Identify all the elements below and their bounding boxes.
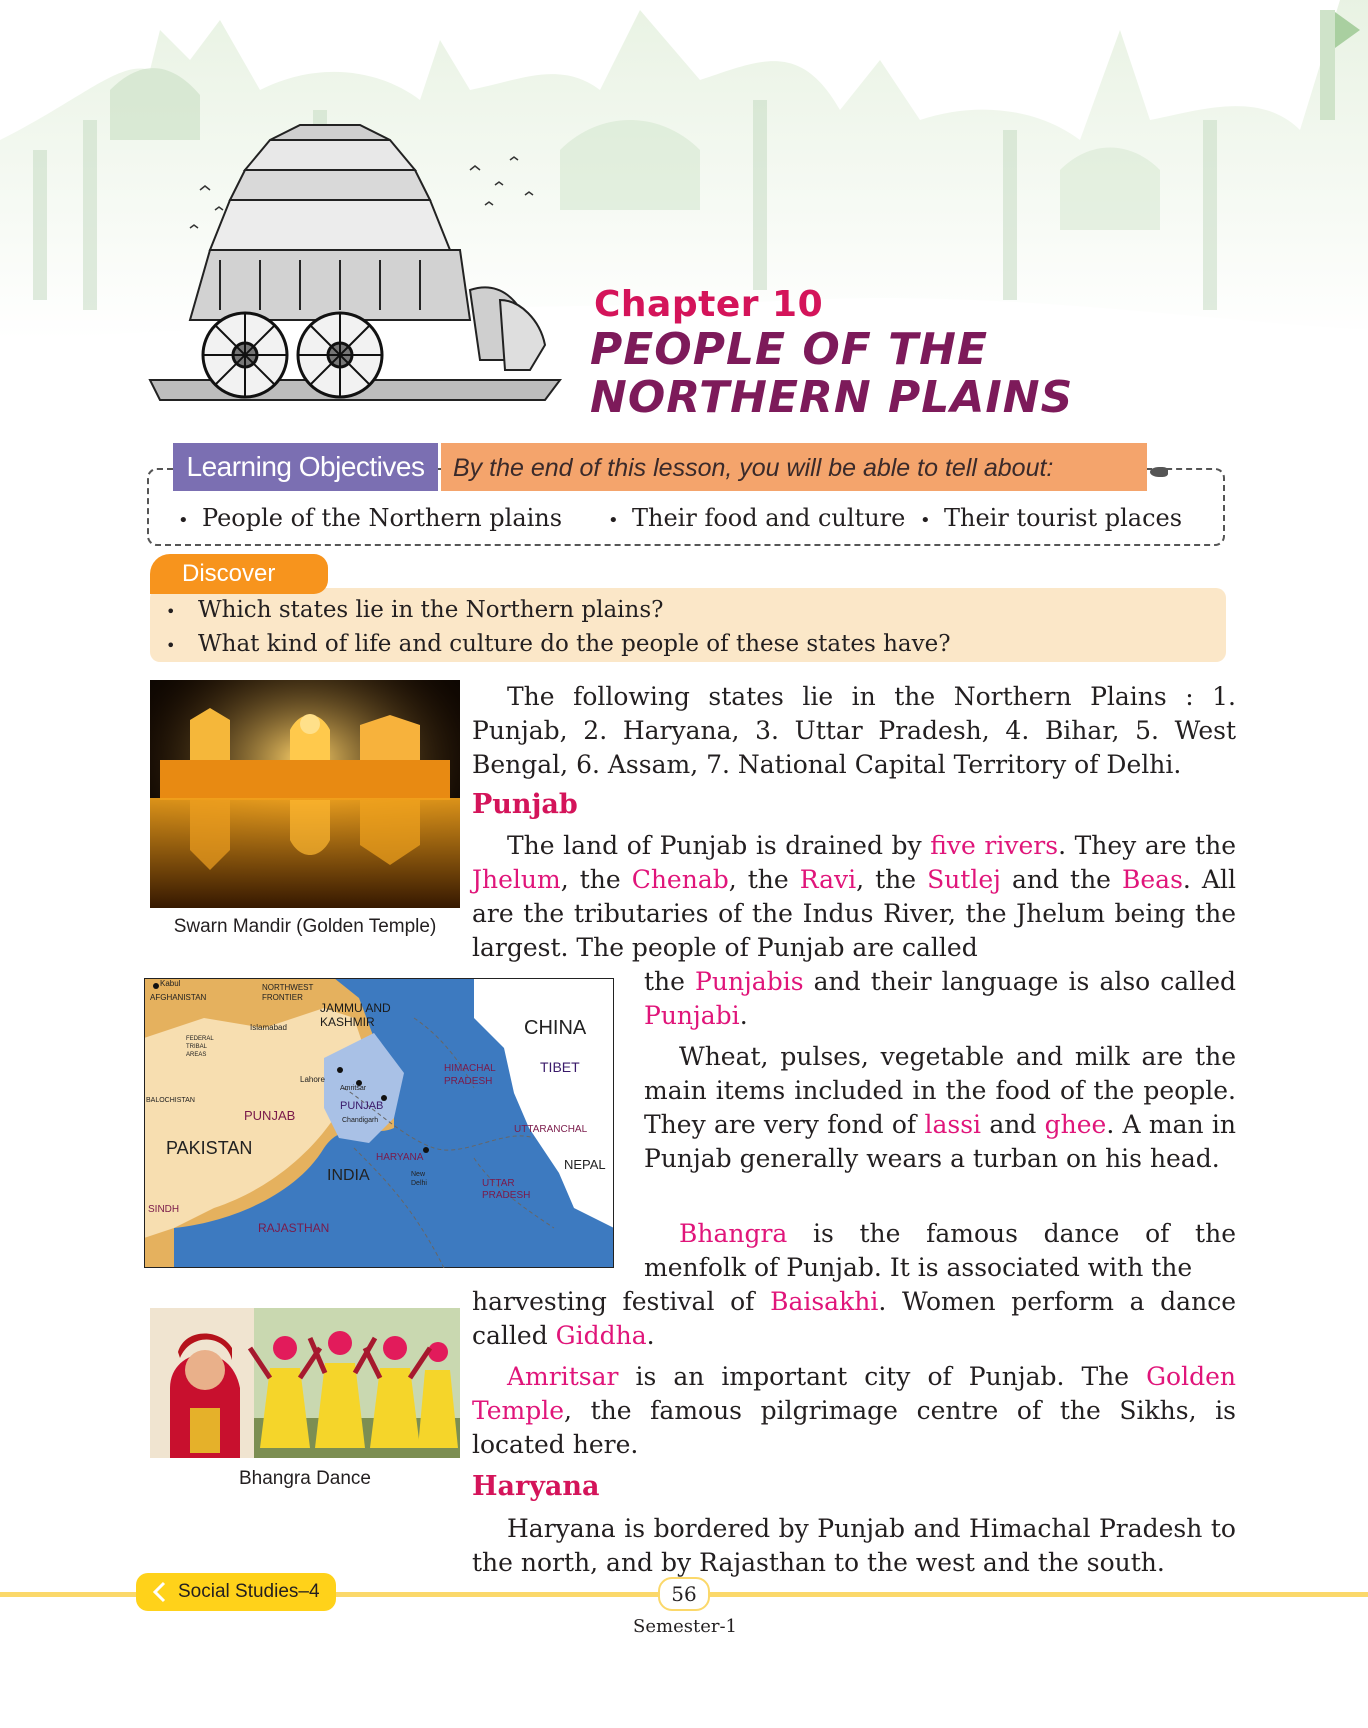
learning-objectives-label: Learning Objectives (173, 443, 438, 491)
map-label-nwfp-1: NORTHWEST (262, 983, 314, 992)
bhangra-dance-photo (150, 1308, 460, 1458)
map-label-new-delhi-2: Delhi (411, 1180, 427, 1187)
map-label-haryana: HARYANA (376, 1152, 424, 1163)
map-label-new-delhi-1: New (411, 1171, 426, 1178)
chevron-left-icon (150, 1581, 170, 1603)
map-label-kabul: Kabul (160, 979, 181, 988)
map-label-islamabad: Islamabad (250, 1023, 287, 1032)
objective-item: • People of the Northern plains (178, 504, 563, 532)
intro-paragraph: The following states lie in the Northern Plains : 1. Punjab, 2. Haryana, 3. Uttar Pradesh, 4. Bihar, 5. West Bengal, 6. Assam, 7. National Capital Territory of Delhi. (472, 682, 1236, 779)
chapter-title-line-2: NORTHERN PLAINS (590, 372, 1074, 423)
map-label-pakistan: PAKISTAN (166, 1138, 253, 1158)
bhangra-caption: Bhangra Dance (238, 1468, 372, 1489)
map-label-himachal-1: HIMACHAL (444, 1063, 496, 1074)
discover-question: • What kind of life and culture do the people of these states have? (166, 631, 951, 657)
punjab-heading: Punjab (472, 789, 578, 820)
map-label-balochistan: BALOCHISTAN (146, 1097, 195, 1104)
discover-label: Discover (150, 554, 328, 594)
chapter-number: Chapter 10 (594, 284, 824, 325)
objective-item: • Their tourist places (920, 504, 1183, 532)
book-title-tab: Social Studies–4 (136, 1573, 336, 1611)
learning-objectives-intro: By the end of this lesson, you will be able to tell about: (441, 443, 1147, 491)
pin-icon (1150, 467, 1168, 477)
map-label-amritsar: Amritsar (340, 1085, 367, 1092)
page-number: 56 (658, 1577, 710, 1611)
map-label-lahore: Lahore (300, 1075, 325, 1084)
map-label-uttar-1: UTTAR (482, 1178, 515, 1189)
map-label-punjab-india: PUNJAB (340, 1100, 384, 1112)
map-label-uttar-2: PRADESH (482, 1190, 531, 1201)
punjab-region-map (144, 978, 614, 1268)
learning-objectives-list (178, 500, 1218, 536)
map-label-federal-1: FEDERAL (186, 1036, 214, 1042)
map-label-nepal: NEPAL (564, 1157, 606, 1172)
map-label-federal-2: TRIBAL (186, 1044, 208, 1050)
haryana-heading: Haryana (472, 1471, 600, 1502)
objective-item: • Their food and culture (608, 504, 906, 532)
map-label-himachal-2: PRADESH (444, 1076, 493, 1087)
semester-label: Semester-1 (633, 1616, 737, 1637)
map-label-sindh: SINDH (148, 1204, 180, 1215)
discover-question: • Which states lie in the Northern plains? (166, 597, 664, 623)
map-label-tibet: TIBET (540, 1059, 580, 1075)
amritsar-paragraph: Amritsar is an important city of Punjab. The Golden Temple, the famous pilgrimage centre of the Sikhs, is located here. (472, 1362, 1236, 1459)
map-label-nwfp-2: FRONTIER (262, 993, 303, 1002)
chapter-title (590, 326, 1073, 422)
golden-temple-caption: Swarn Mandir (Golden Temple) (173, 916, 437, 937)
map-label-jk-2: KASHMIR (320, 1015, 375, 1029)
bhangra-paragraph: Bhangra is the famous dance of the menfolk of Punjab. It is associated with the (644, 1219, 1236, 1282)
map-label-uttaranchal: UTTARANCHAL (514, 1124, 588, 1135)
baisakhi-paragraph: harvesting festival of Baisakhi. Women perform a dance called Giddha. (472, 1287, 1236, 1350)
map-label-afghanistan: AFGHANISTAN (150, 993, 207, 1002)
map-label-china: CHINA (524, 1017, 587, 1039)
food-paragraph: Wheat, pulses, vegetable and milk are the main items included in the food of the people. They are very fond of lassi and ghee. A man in Punjab generally wears a turban on his head. (644, 1042, 1236, 1173)
punjabis-paragraph: the Punjabis and their language is also called Punjabi. (644, 967, 1237, 1030)
map-label-rajasthan: RAJASTHAN (258, 1221, 330, 1235)
map-label-punjab-pakistan: PUNJAB (244, 1108, 296, 1123)
map-label-jk-1: JAMMU AND (320, 1001, 391, 1015)
discover-questions (166, 594, 951, 662)
golden-temple-photo (150, 680, 460, 908)
punjab-rivers-paragraph: The land of Punjab is drained by five rivers. They are the Jhelum, the Chenab, the Ravi, the Sutlej and the Beas. All are the tributaries of the Indus River, the Jhelum being the largest. The people of Punjab are called (472, 831, 1236, 962)
chapter-title-line-1: PEOPLE OF THE (590, 324, 989, 375)
map-label-chandigarh: Chandigarh (342, 1117, 379, 1124)
map-label-india: INDIA (327, 1167, 370, 1184)
map-label-federal-3: AREAS (186, 1052, 207, 1058)
haryana-paragraph: Haryana is bordered by Punjab and Himachal Pradesh to the north, and by Rajasthan to the west and the south. (472, 1514, 1236, 1577)
